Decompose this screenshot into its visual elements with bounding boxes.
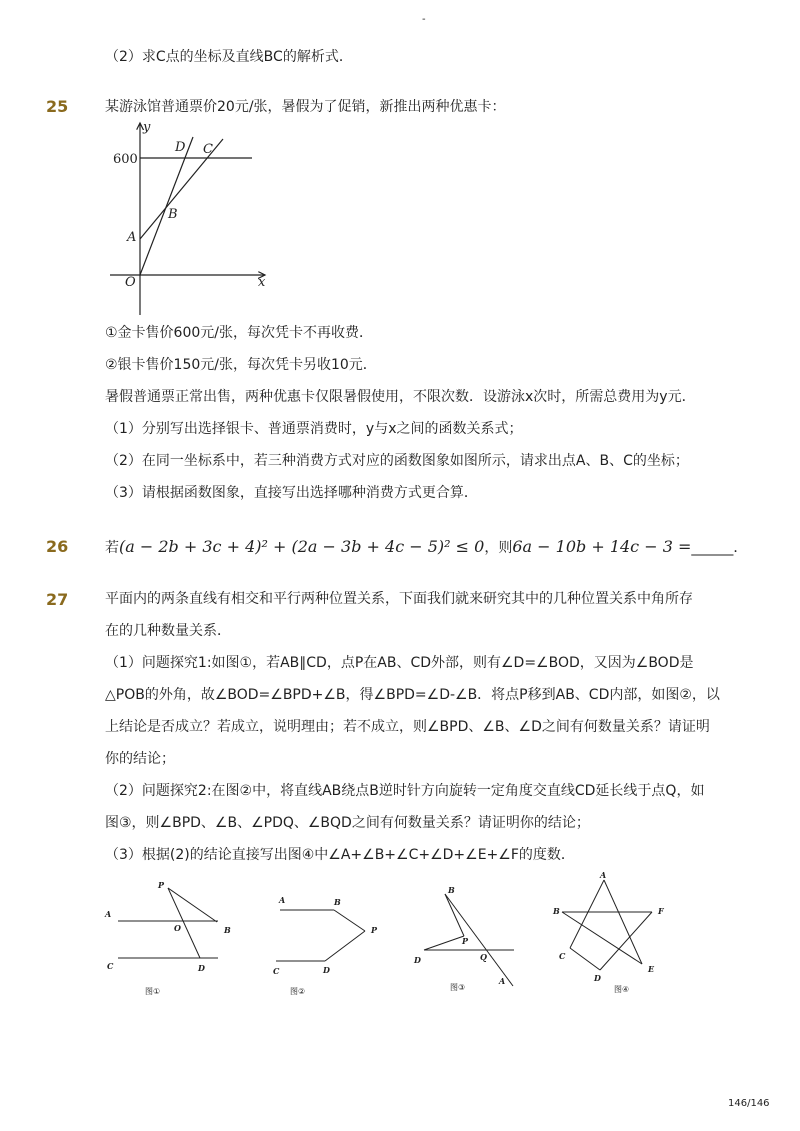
q27-line7: （2）问题探究2:在图②中，将直线AB绕点B逆时针方向旋转一定角度交直线CD延长线于点Q，如 — [105, 783, 705, 799]
fig1-caption: 图① — [145, 987, 161, 996]
q24-part2: （2）求C点的坐标及直线BC的解析式． — [105, 49, 353, 65]
segment-pd — [424, 936, 464, 950]
point-a-label: A — [127, 230, 137, 245]
point-d-label: D — [175, 140, 186, 155]
fig2-label-b: B — [334, 897, 341, 907]
fig3-label-q: Q — [480, 952, 487, 962]
q26-end: ． — [733, 540, 748, 556]
figure-1 — [100, 876, 240, 996]
segment-pd — [325, 931, 365, 961]
header-mark: - — [422, 14, 426, 25]
segment-fd — [600, 912, 652, 970]
fig3-label-p: P — [462, 936, 469, 946]
fig1-label-c: C — [107, 961, 114, 971]
fig1-label-o: O — [174, 923, 181, 933]
fig3-label-a: A — [499, 976, 506, 986]
q26-expression2: 6a − 10b + 14c − 3 = — [512, 537, 692, 556]
segment-bp — [445, 894, 464, 936]
q26-expression: (a − 2b + 3c + 4)² + (2a − 3b + 4c − 5)² ≤ 0 — [119, 537, 485, 556]
q25-card2: ②银卡售价150元/张，每次凭卡另收10元． — [105, 357, 377, 373]
fig4-label-a: A — [600, 870, 607, 880]
y-axis-label: y — [143, 120, 151, 135]
q25-desc: 暑假普通票正常出售，两种优惠卡仅限暑假使用，不限次数．设游泳x次时，所需总费用为y元． — [105, 389, 696, 405]
fig4-label-e: E — [648, 964, 655, 974]
fig2-label-d: D — [323, 965, 330, 975]
fig2-caption: 图② — [290, 987, 306, 996]
q27-line3: （1）问题探究1:如图①，若AB∥CD，点P在AB、CD外部，则有∠D=∠BOD，又因为∠BOD是 — [105, 655, 694, 671]
q25-part2: （2）在同一坐标系中，若三种消费方式对应的函数图象如图所示，请求出点A、B、C的坐标； — [105, 453, 689, 469]
origin-label: O — [125, 275, 136, 290]
fig2-label-a: A — [279, 895, 286, 905]
fig2-label-c: C — [273, 966, 280, 976]
q27-line2: 在的几种数量关系． — [105, 623, 231, 639]
segment-ac — [570, 880, 604, 948]
fig3-label-b: B — [448, 885, 455, 895]
fig1-label-b: B — [224, 925, 231, 935]
fig2-label-p: P — [371, 925, 378, 935]
q26-blank: ______ — [691, 540, 734, 556]
x-axis-label: x — [258, 275, 266, 290]
fig4-caption: 图④ — [614, 985, 630, 994]
figure-4 — [548, 868, 668, 996]
q26-prefix: 若 — [105, 540, 119, 556]
fig1-label-p: P — [158, 880, 165, 890]
fig1-label-a: A — [105, 909, 112, 919]
fig4-label-b: B — [553, 906, 560, 916]
segment-bp — [334, 910, 365, 931]
q25-intro: 某游泳馆普通票价20元/张，暑假为了促销，新推出两种优惠卡： — [105, 99, 506, 115]
point-c-label: C — [203, 142, 213, 157]
q26-mid: ，则 — [484, 540, 513, 556]
y-tick-600: 600 — [113, 152, 138, 167]
figure-2 — [268, 876, 388, 996]
q25-part1: （1）分别写出选择银卡、普通票消费时，y与x之间的函数关系式； — [105, 421, 523, 437]
question-number-26: 26 — [46, 537, 69, 556]
q25-card1: ①金卡售价600元/张，每次凭卡不再收费． — [105, 325, 373, 341]
q25-part3: （3）请根据函数图象，直接写出选择哪种消费方式更合算． — [105, 485, 478, 501]
page-number: 146/146 — [728, 1098, 770, 1109]
question-number-27: 27 — [46, 590, 69, 609]
q27-line5: 上结论是否成立？若成立，说明理由；若不成立，则∠BPD、∠B、∠D之间有何数量关系？请证明 — [105, 719, 710, 735]
q26-statement — [105, 536, 747, 559]
fig4-label-f: F — [658, 906, 664, 916]
fig4-label-c: C — [559, 951, 566, 961]
q27-line9: （3）根据(2)的结论直接写出图④中∠A+∠B+∠C+∠D+∠E+∠F的度数． — [105, 847, 575, 863]
figure-3 — [408, 876, 528, 996]
segment-cd — [570, 948, 600, 970]
fig3-label-d: D — [414, 955, 421, 965]
fig1-label-d: D — [198, 963, 205, 973]
q27-line1: 平面内的两条直线有相交和平行两种位置关系，下面我们就来研究其中的几种位置关系中角所存 — [105, 591, 693, 607]
question-number-25: 25 — [46, 97, 69, 116]
q27-line8: 图③，则∠BPD、∠B、∠PDQ、∠BQD之间有何数量关系？请证明你的结论； — [105, 815, 590, 831]
q27-line4: △POB的外角，故∠BOD=∠BPD+∠B，得∠BPD=∠D-∠B．将点P移到AB、CD内部，如图②，以 — [105, 687, 720, 703]
q27-line6: 你的结论； — [105, 751, 175, 767]
fig4-label-d: D — [594, 973, 601, 983]
line-ba — [445, 894, 513, 986]
point-b-label: B — [168, 207, 178, 222]
q25-function-graph — [105, 118, 280, 323]
fig3-caption: 图③ — [450, 983, 466, 992]
